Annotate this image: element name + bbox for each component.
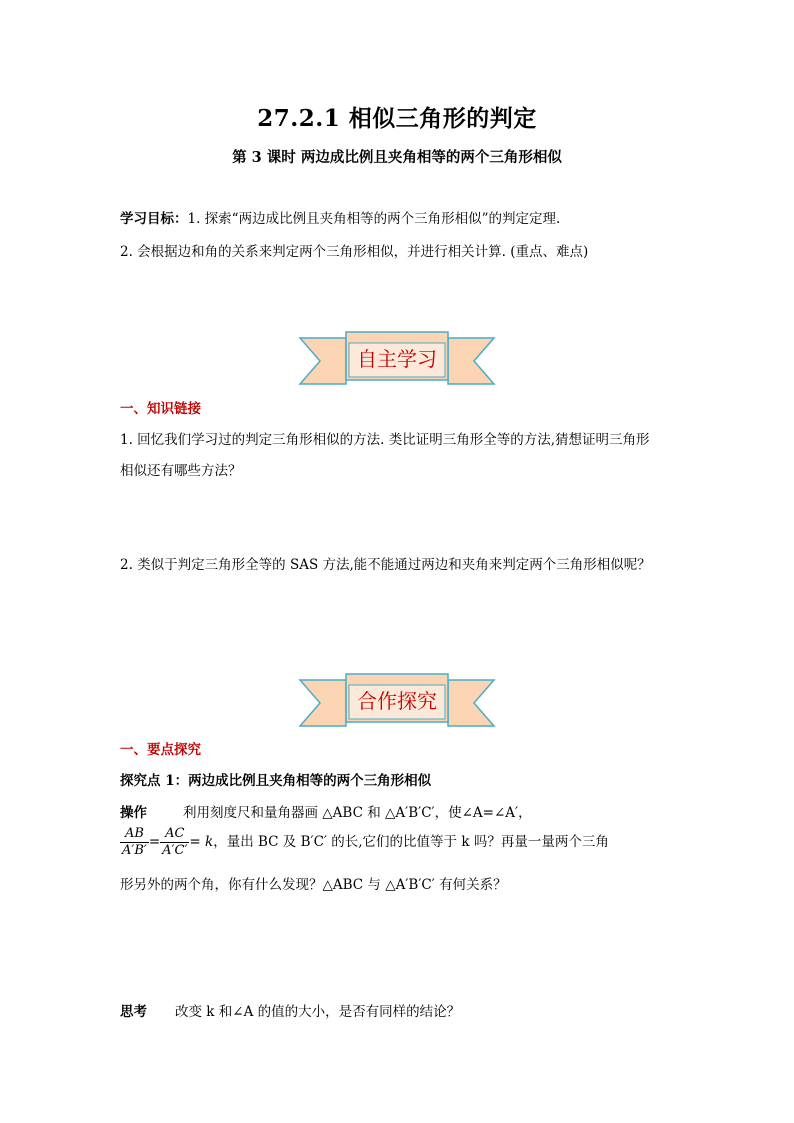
fraction-ab: $\frac{AB}{A'B'}$ (122, 826, 147, 858)
question-1-line1: 1. 回忆我们学习过的判定三角形相似的方法. 类比证明三角形全等的方法,猜想证明三角形 (120, 432, 650, 448)
operation-line1 (120, 801, 532, 821)
key-points-heading: 一、要点探究 (120, 742, 201, 758)
learning-goals-line1 (120, 207, 560, 227)
learning-goal-2: 2. 会根据边和角的关系来判定两个三角形相似，并进行相关计算. (重点、难点) (120, 244, 589, 260)
question-2: 2. 类似于判定三角形全等的 SAS 方法,能不能通过两边和夹角来判定两个三角形相似呢？ (120, 557, 651, 573)
page-title: 27.2.1 相似三角形的判定 (257, 105, 537, 132)
self-study-banner (298, 328, 496, 390)
operation-line3: 形另外的两个角，你有什么发现？△ABC 与 △A′B′C′ 有何关系？ (120, 877, 507, 893)
learning-goal-1: 1. 探索“两边成比例且夹角相等的两个三角形相似”的判定定理. (187, 211, 561, 227)
think-text: 改变 k 和∠A 的值的大小，是否有同样的结论？ (175, 1004, 461, 1020)
operation-text-2: ，量出 BC 及 B′C′ 的长,它们的比值等于 k 吗？再量一量两个三角 (213, 834, 609, 850)
learning-goals-label: 学习目标： (120, 211, 188, 227)
inquiry-point-1: 探究点 1：两边成比例且夹角相等的两个三角形相似 (120, 773, 432, 789)
cooperative-inquiry-banner (298, 670, 496, 732)
think-line (120, 1000, 460, 1020)
page-subtitle: 第 3 课时 两边成比例且夹角相等的两个三角形相似 (232, 149, 562, 166)
cooperative-inquiry-banner-label: 合作探究 (357, 689, 437, 713)
question-1-line2: 相似还有哪些方法？ (120, 463, 242, 479)
operation-label: 操作 (120, 805, 147, 821)
self-study-banner-label: 自主学习 (357, 347, 437, 371)
think-label: 思考 (120, 1004, 147, 1020)
operation-line2: $\frac{AB}{A'B'}$ = $\frac{AC}{A'C'}$ = k，量出 BC 及 B′C′ 的长,它们的比值等于 k 吗？再量一量两个三角 (122, 826, 609, 858)
knowledge-link-heading: 一、知识链接 (120, 401, 201, 417)
fraction-ac: $\frac{AC}{A'C'}$ (162, 826, 188, 858)
operation-text-1: 利用刻度尺和量角器画 △ABC 和 △A′B′C′，使∠A=∠A′， (183, 805, 532, 821)
